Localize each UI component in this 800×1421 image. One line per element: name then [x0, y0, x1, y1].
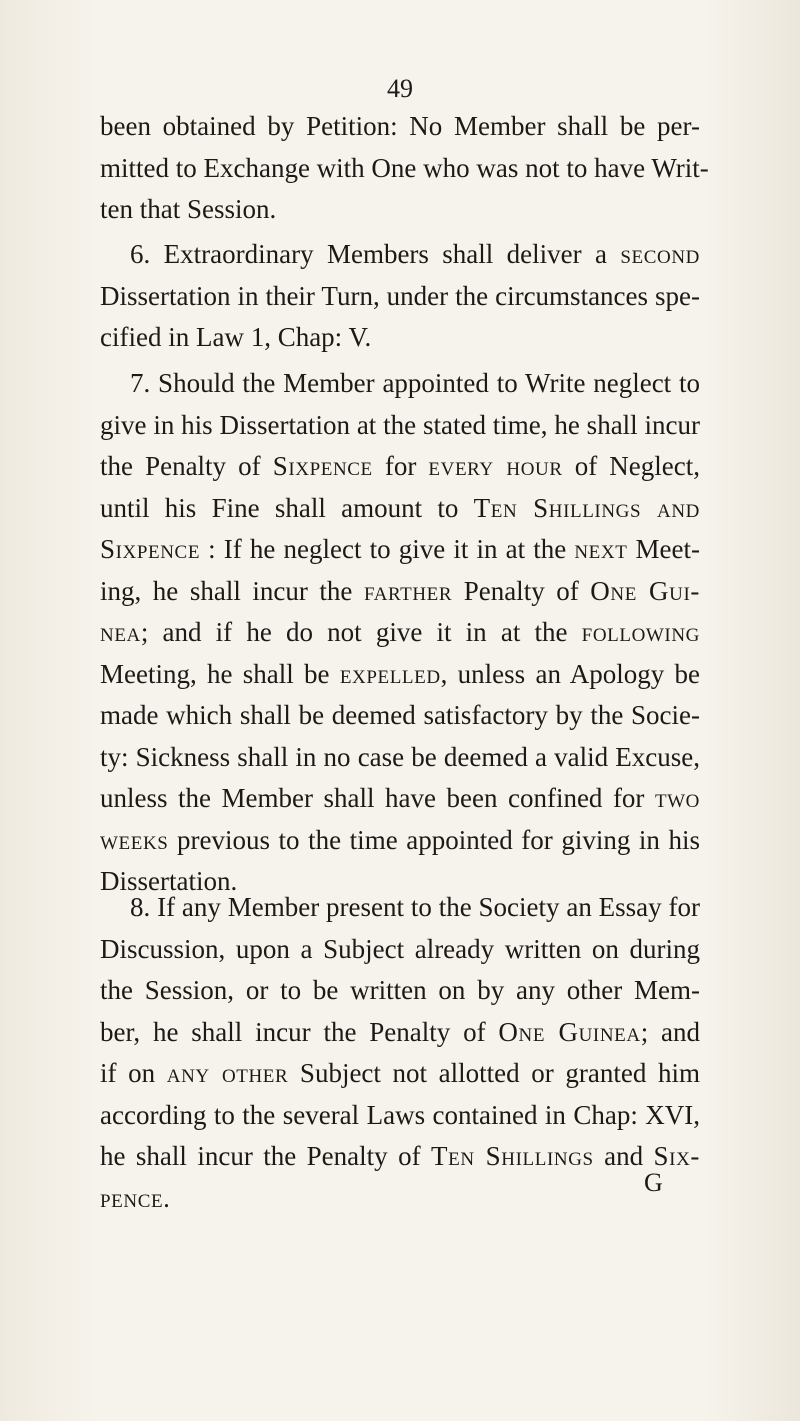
paragraph-continuation — [100, 106, 709, 231]
text-line: nea; and if he do not give it in at the following — [100, 617, 700, 647]
text-line: he shall incur the Penalty of Ten Shillings and Six- — [100, 1141, 701, 1171]
text-line: pence. — [100, 1182, 171, 1213]
text-line: 6. Extraordinary Members shall deliver a second — [130, 239, 700, 269]
text-line: Dissertation. — [100, 866, 238, 896]
text-line: cified in Law 1, Chap: V. — [100, 322, 372, 352]
paragraph-law-6 — [100, 234, 700, 359]
text-line: been obtained by Petition: No Member shall be per- — [100, 111, 700, 141]
text-line: the Penalty of Sixpence for every hour of Neglect, — [100, 451, 700, 481]
text-line: unless the Member shall have been confined for two — [100, 783, 700, 813]
text-line: made which shall be deemed satisfactory by the Socie- — [100, 700, 700, 730]
text-line: according to the several Laws contained in Chap: XVI, — [100, 1099, 700, 1130]
text-line: Sixpence : If he neglect to give it in at the next Meet- — [100, 534, 701, 564]
text-line: ty: Sickness shall in no case be deemed a valid Excuse, — [100, 741, 700, 772]
text-line: the Session, or to be written on by any other Mem- — [100, 975, 700, 1005]
paragraph-law-7 — [100, 363, 700, 903]
text-line: ing, he shall incur the farther Penalty of One Gui- — [100, 575, 700, 606]
catchword: G — [644, 1168, 663, 1197]
text-line: until his Fine shall amount to Ten Shillings and — [100, 492, 701, 523]
text-line: Meeting, he shall be expelled, unless an Apology be — [100, 658, 700, 689]
text-line: 8. If any Member present to the Society an Essay for — [130, 892, 700, 922]
text-line: ten that Session. — [100, 194, 277, 224]
text-line: if on any other Subject not allotted or granted him — [100, 1058, 700, 1088]
text-line: mitted to Exchange with One who was not to have Writ- — [100, 152, 709, 183]
text-line: weeks previous to the time appointed for giving in his — [100, 824, 700, 855]
text-line: 7. Should the Member appointed to Write neglect to — [130, 368, 700, 398]
page-number: 49 — [387, 74, 413, 103]
text-line: Discussion, upon a Subject already written on during — [100, 933, 700, 964]
text-line: ber, he shall incur the Penalty of One Guinea; and — [100, 1016, 701, 1047]
text-line: Dissertation in their Turn, under the circumstances spe- — [100, 280, 700, 311]
text-line: give in his Dissertation at the stated time, he shall incur — [100, 409, 700, 440]
paragraph-law-8 — [100, 887, 700, 1219]
